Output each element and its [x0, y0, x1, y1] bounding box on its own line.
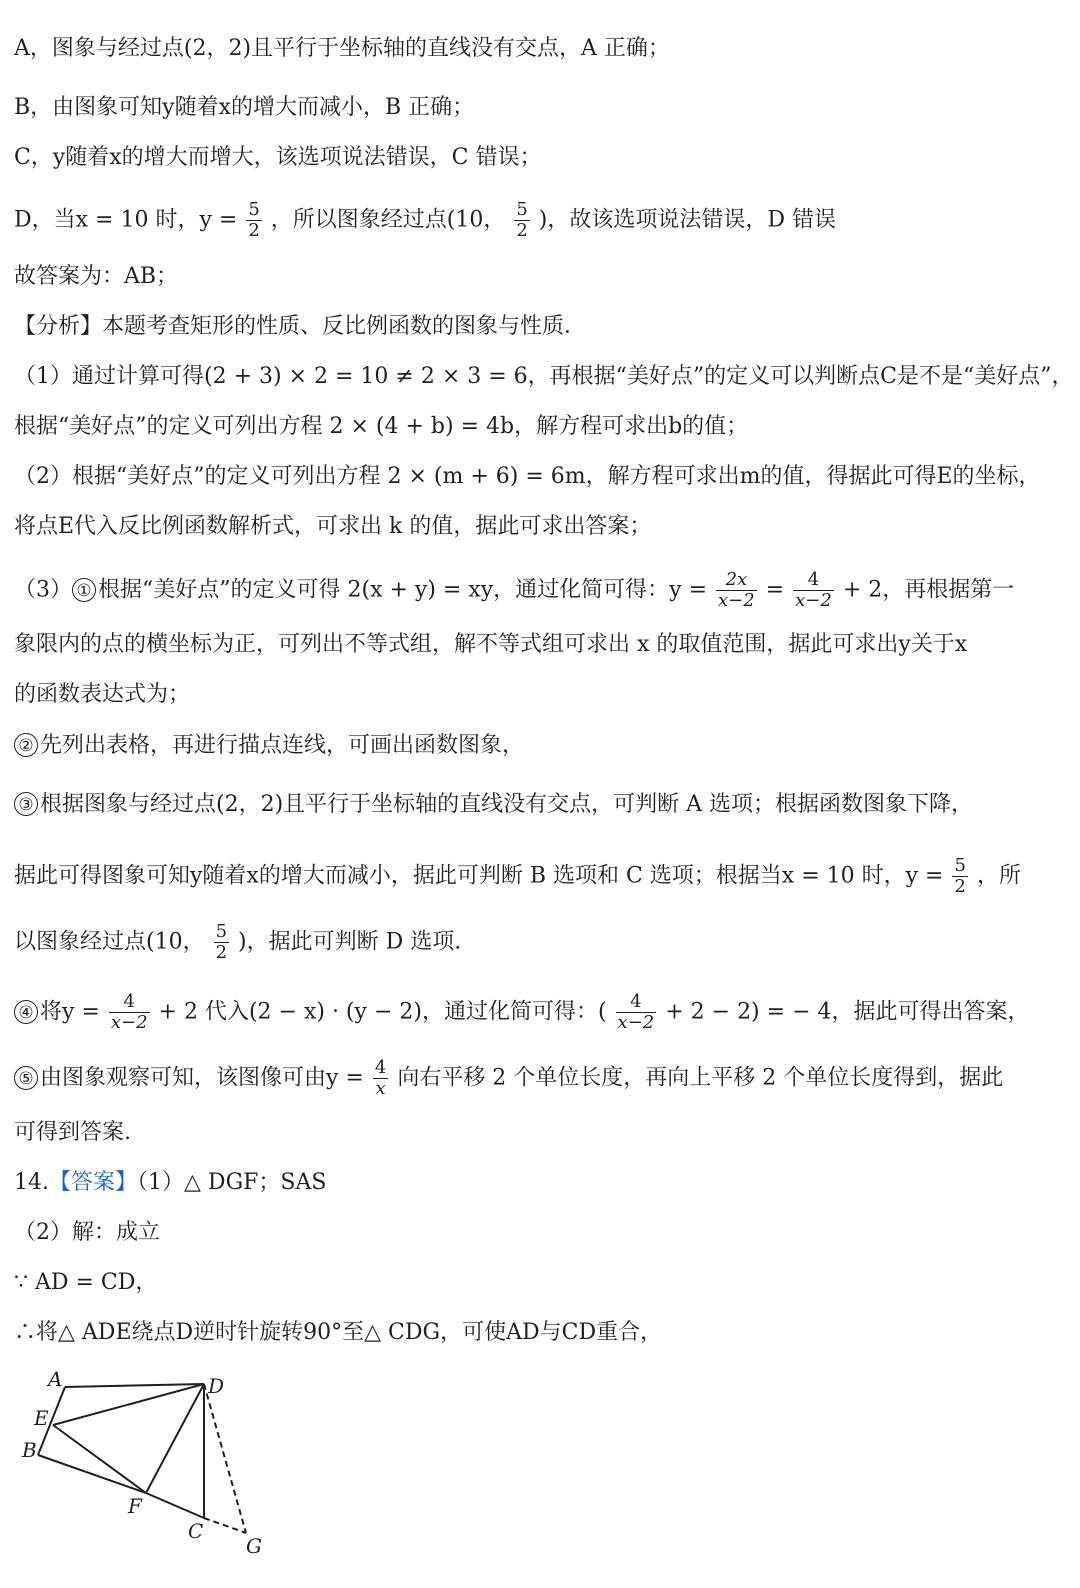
q14-part-1: （1）△ DGF；SAS — [137, 1170, 327, 1195]
text-line-analysis-3a — [14, 570, 1066, 611]
step-3c-part-1: 以图象经过点(10， — [14, 929, 205, 955]
answer-tag: 【答案】 — [49, 1170, 138, 1195]
analysis-3-text-1: 根据“美好点”的定义可得 2(x + y) = xy，通过化简可得：y = — [98, 577, 708, 603]
text-line-q14-rotation: ∴将△ ADE绕点D逆时针旋转90°至△ CDG，可使AD与CD重合， — [14, 1320, 663, 1345]
label-g: G — [246, 1534, 262, 1558]
step-3b-part-1: 据此可得图象可知y随着x的增大而减小，据此可判断 B 选项和 C 选项；根据当x = 10 时，y = — [14, 863, 944, 889]
text-line-step-4 — [14, 992, 1066, 1033]
geometry-figure — [0, 1355, 300, 1585]
step-4-part-1: 将y = — [40, 999, 100, 1025]
segment-dg-dashed — [204, 1384, 246, 1533]
text-line-step-5 — [14, 1058, 1066, 1099]
label-e: E — [34, 1406, 49, 1430]
label-d: D — [208, 1374, 225, 1398]
circled-number-2: ② — [14, 733, 38, 757]
segment-ed — [53, 1384, 204, 1425]
label-b: B — [22, 1438, 37, 1462]
step-2-text: 先列出表格，再进行描点连线，可画出函数图象， — [40, 733, 525, 758]
text-line-step-3c — [14, 922, 1066, 963]
text-line-option-c: C，y随着x的增大而增大，该选项说法错误，C 错误； — [14, 145, 542, 170]
option-d-part-3: )，故该选项说法错误，D 错误 — [538, 207, 837, 233]
analysis-3-equals: = — [765, 577, 785, 603]
text-line-answer: 故答案为：AB； — [14, 264, 179, 289]
text-line-step-2 — [14, 731, 1066, 761]
segment-ad — [65, 1384, 204, 1387]
text-line-option-b: B，由图象可知y随着x的增大而减小，B 正确； — [14, 95, 475, 120]
text-line-step-5b: 可得到答案. — [14, 1120, 131, 1145]
step-4-part-2: + 2 代入(2 − x) · (y − 2)，通过化简可得：( — [158, 999, 607, 1025]
text-line-analysis-3c: 的函数表达式为； — [14, 682, 191, 707]
step-4-part-3: + 2 − 2) = − 4，据此可得出答案， — [665, 999, 1030, 1025]
fraction-five-halves-4: $\frac{5}{2}$ — [215, 921, 228, 963]
segment-fd — [146, 1384, 204, 1493]
fraction-4-over-x: $\frac{4}{x}$ — [374, 1057, 387, 1099]
circled-number-4: ④ — [14, 1000, 38, 1024]
analysis-3-text-2: + 2，再根据第一 — [842, 577, 1015, 603]
segment-ef — [53, 1425, 146, 1493]
circled-number-5: ⑤ — [14, 1066, 38, 1090]
fraction-2x-over-x-minus-2: $\frac{2x}{x-2}$ — [718, 569, 755, 611]
text-line-option-d — [14, 200, 1066, 241]
fraction-five-halves: $\frac{5}{2}$ — [248, 199, 260, 241]
step-3b-part-2: ，所 — [976, 863, 1021, 889]
text-line-step-3b — [14, 856, 1066, 897]
text-line-analysis-heading: 【分析】本题考查矩形的性质、反比例函数的图象与性质． — [14, 314, 587, 339]
text-line-analysis-1b: 根据“美好点”的定义可列出方程 2 × (4 + b) = 4b，解方程可求出b的值； — [14, 414, 749, 439]
label-f: F — [128, 1494, 142, 1518]
option-d-part-2: ，所以图象经过点(10， — [270, 207, 506, 233]
fraction-4-over-x-minus-2-b: $\frac{4}{x-2}$ — [110, 991, 148, 1033]
text-line-q14-answer — [14, 1168, 1066, 1198]
analysis-3-prefix: （3） — [14, 577, 72, 603]
text-line-analysis-2a: （2）根据“美好点”的定义可列出方程 2 × (m + 6) = 6m，解方程可求出m的值，得据此可得E的坐标， — [14, 464, 1041, 489]
label-a: A — [48, 1367, 63, 1391]
segment-bf — [38, 1455, 146, 1493]
circled-number-1: ① — [72, 578, 96, 602]
text-line-analysis-2b: 将点E代入反比例函数解析式，可求出 k 的值，据此可求出答案； — [14, 514, 652, 539]
question-number: 14. — [14, 1170, 49, 1195]
text-line-q14-given: ∵ AD = CD， — [14, 1270, 158, 1295]
fraction-4-over-x-minus-2: $\frac{4}{x-2}$ — [795, 569, 832, 611]
text-line-option-a: A，图象与经过点(2，2)且平行于坐标轴的直线没有交点，A 正确； — [14, 36, 670, 61]
segment-fc — [146, 1493, 204, 1518]
label-c: C — [188, 1519, 204, 1543]
step-3-text: 根据图象与经过点(2，2)且平行于坐标轴的直线没有交点，可判断 A 选项；根据函数图象下降， — [40, 792, 974, 817]
fraction-4-over-x-minus-2-c: $\frac{4}{x-2}$ — [617, 991, 655, 1033]
text-line-analysis-3b: 象限内的点的横坐标为正，可列出不等式组，解不等式组可求出 x 的取值范围，据此可求出y关于x — [14, 632, 968, 657]
fraction-five-halves-2: $\frac{5}{2}$ — [516, 199, 528, 241]
step-5-part-1: 由图象观察可知，该图像可由y = — [40, 1065, 364, 1091]
fraction-five-halves-3: $\frac{5}{2}$ — [954, 855, 966, 897]
option-d-part-1: D，当x = 10 时，y = — [14, 207, 238, 233]
segment-cg-dashed — [204, 1518, 246, 1533]
step-3c-part-2: )，据此可判断 D 选项. — [238, 929, 462, 955]
text-line-q14-part2: （2）解：成立 — [14, 1220, 160, 1245]
text-line-analysis-1a: （1）通过计算可得(2 + 3) × 2 = 10 ≠ 2 × 3 = 6，再根据“美好点”的定义可以判断点C是不是“美好点”， — [14, 364, 1074, 389]
circled-number-3: ③ — [14, 792, 38, 816]
text-line-step-3a — [14, 790, 1066, 820]
step-5-part-2: 向右平移 2 个单位长度，再向上平移 2 个单位长度得到，据此 — [397, 1065, 1004, 1091]
